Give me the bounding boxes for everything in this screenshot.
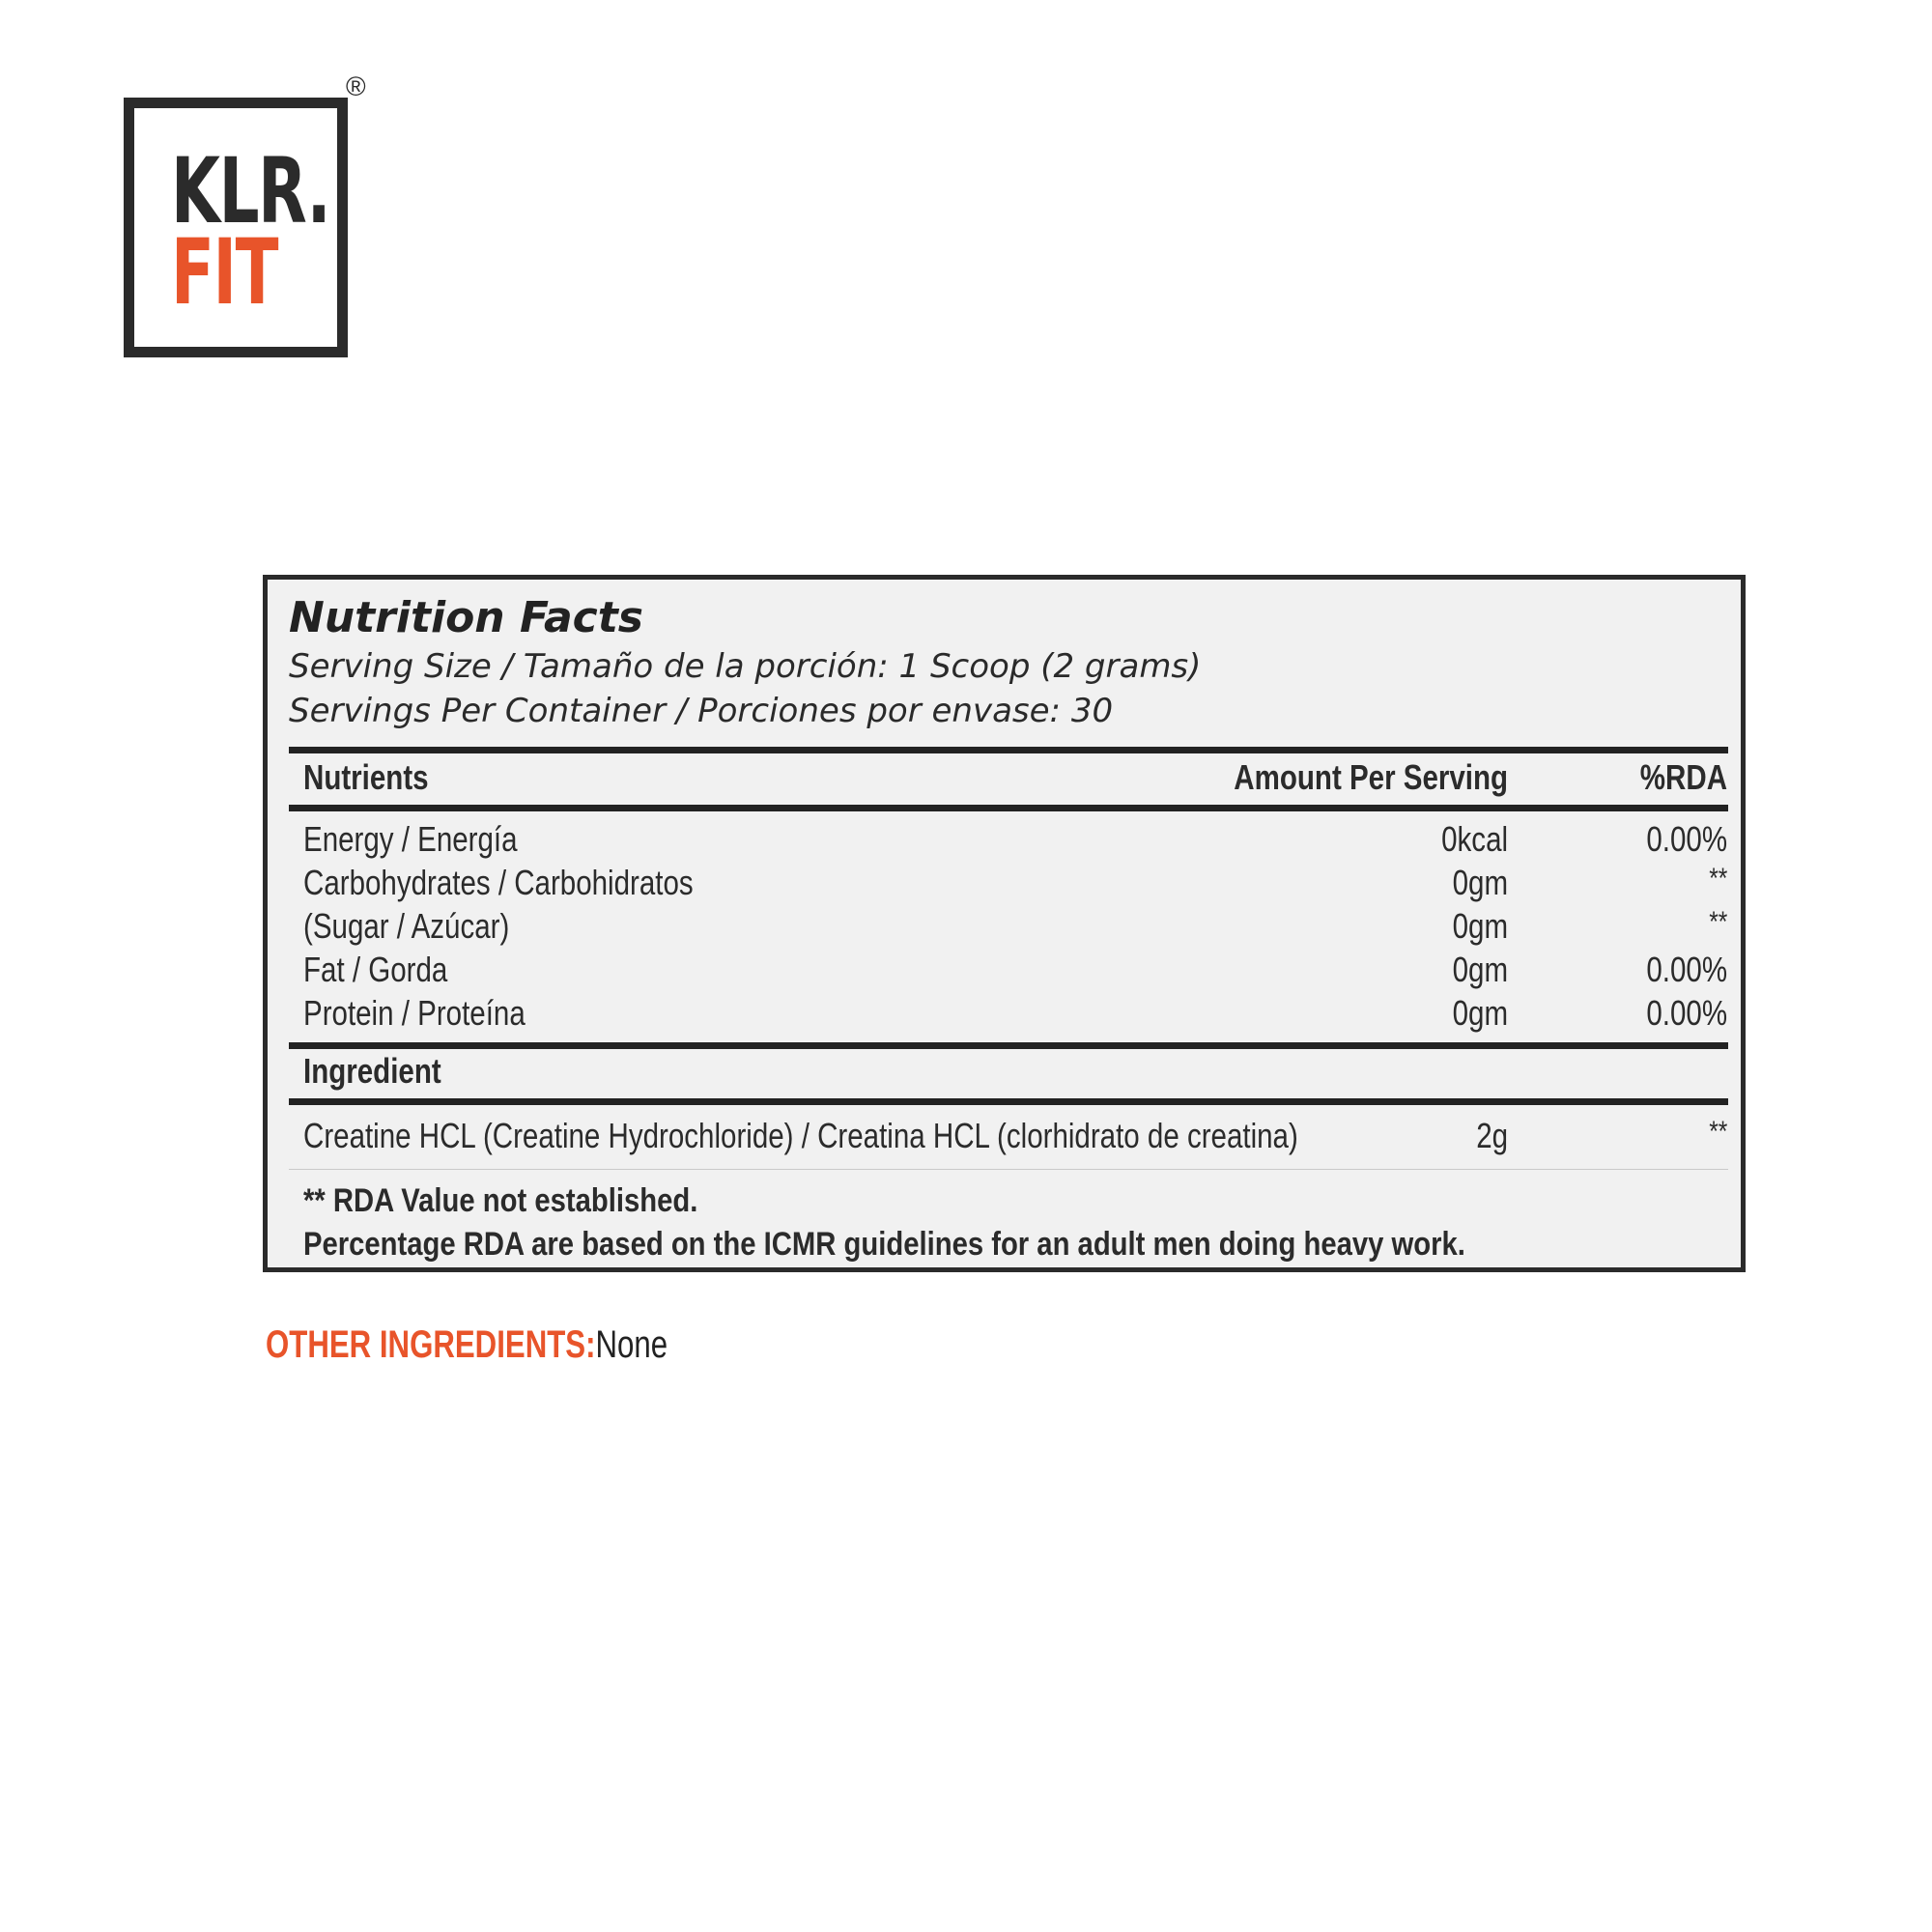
nutrient-amount: 0gm <box>1452 950 1508 989</box>
header-amount: Amount Per Serving <box>1234 757 1508 797</box>
nutrient-name: Fat / Gorda <box>303 950 448 989</box>
nutrient-rda: 0.00% <box>1646 819 1727 859</box>
footnote-icmr: Percentage RDA are based on the ICMR guidelines for an adult men doing heavy work. <box>303 1226 1465 1263</box>
logo-text-klr: KLR. <box>171 139 330 244</box>
header-rda: %RDA <box>1639 757 1727 797</box>
nutrient-rda: ** <box>1708 906 1727 938</box>
divider <box>289 1042 1728 1049</box>
footnote-rda: ** RDA Value not established. <box>303 1182 698 1219</box>
header-nutrients: Nutrients <box>303 757 429 797</box>
brand-logo <box>124 98 348 357</box>
ingredient-name: Creatine HCL (Creatine Hydrochloride) / Creatina HCL (clorhidrato de creatina) <box>303 1116 1298 1155</box>
divider <box>289 805 1728 811</box>
other-ingredients-value: None <box>595 1323 668 1366</box>
nutrient-row <box>268 993 1741 1036</box>
ingredient-row <box>268 1116 1741 1158</box>
ingredient-header-row <box>268 1051 1741 1094</box>
nutrient-amount: 0gm <box>1452 906 1508 946</box>
nutrient-name: Energy / Energía <box>303 819 518 859</box>
serving-size: Serving Size / Tamaño de la porción: 1 Scoop (2 grams) <box>289 647 1202 686</box>
nutrient-row <box>268 863 1741 905</box>
nutrient-name: Carbohydrates / Carbohidratos <box>303 863 694 902</box>
divider <box>289 1098 1728 1105</box>
servings-per-container: Servings Per Container / Porciones por envase: 30 <box>289 692 1114 730</box>
nutrient-rda: 0.00% <box>1646 993 1727 1033</box>
header-row <box>268 757 1741 800</box>
nutrition-facts-panel <box>263 575 1746 1272</box>
nutrient-name: (Sugar / Azúcar) <box>303 906 510 946</box>
nutrient-row <box>268 950 1741 992</box>
nutrient-row <box>268 819 1741 862</box>
divider <box>289 1169 1728 1170</box>
panel-title: Nutrition Facts <box>289 593 643 642</box>
nutrient-amount: 0gm <box>1452 863 1508 902</box>
nutrient-row <box>268 906 1741 949</box>
nutrient-name: Protein / Proteína <box>303 993 526 1033</box>
registered-mark: ® <box>346 71 366 101</box>
other-ingredients <box>266 1323 668 1367</box>
nutrient-rda: 0.00% <box>1646 950 1727 989</box>
other-ingredients-label: OTHER INGREDIENTS: <box>266 1323 596 1366</box>
logo-text-fit: FIT <box>171 220 278 326</box>
divider <box>289 747 1728 753</box>
ingredient-amount: 2g <box>1476 1116 1508 1155</box>
nutrient-rda: ** <box>1708 863 1727 895</box>
nutrient-amount: 0kcal <box>1441 819 1508 859</box>
ingredient-rda: ** <box>1708 1116 1727 1148</box>
nutrient-amount: 0gm <box>1452 993 1508 1033</box>
ingredient-header: Ingredient <box>303 1051 441 1091</box>
